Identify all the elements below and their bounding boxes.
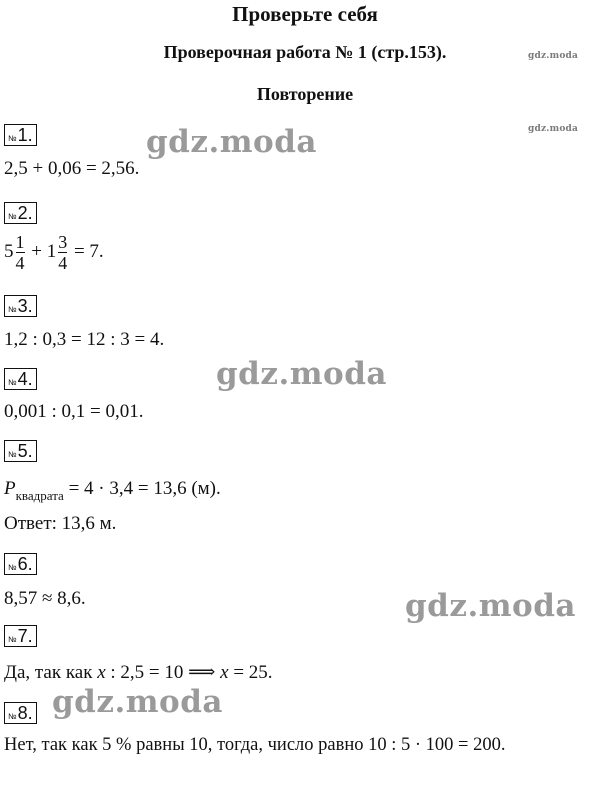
task-number: 6. — [17, 554, 33, 574]
section-heading: Повторение — [256, 84, 354, 104]
number-sign: № — [8, 305, 17, 314]
number-sign: № — [8, 134, 17, 143]
variable-x: x — [97, 662, 106, 683]
task-number: 8. — [17, 703, 33, 723]
task-number: 1. — [17, 125, 33, 145]
task-solution: 0,001 : 0,1 = 0,01. — [4, 401, 144, 422]
number-sign: № — [8, 563, 17, 572]
task-solution: 8,57 ≈ 8,6. — [4, 588, 86, 609]
perimeter-variable: P — [4, 478, 16, 499]
task-solution — [4, 232, 104, 273]
task-answer: Ответ: 13,6 м. — [4, 513, 117, 534]
subscript: квадрата — [15, 488, 64, 503]
operator: + — [31, 240, 42, 262]
task-number-badge — [4, 295, 37, 317]
mixed-whole: 5 — [4, 240, 14, 262]
number-sign: № — [8, 450, 17, 459]
number-sign: № — [8, 712, 17, 721]
result: = 7. — [73, 240, 104, 262]
task-number-badge — [4, 553, 37, 575]
result: = 25. — [233, 662, 273, 683]
task-solution: 1,2 : 0,3 = 12 : 3 = 4. — [4, 329, 165, 350]
number-sign: № — [8, 378, 17, 387]
watermark-big: gdz.moda — [216, 356, 387, 392]
task-solution — [4, 661, 273, 684]
page-title: Проверьте себя — [232, 2, 378, 26]
task-solution: Нет, так как 5 % равны 10, тогда, число равно 10 : 5 · 100 = 200. — [4, 735, 506, 755]
fraction-numerator: 3 — [58, 232, 68, 252]
task-number-badge — [4, 440, 37, 462]
watermark-big: gdz.moda — [405, 588, 576, 624]
formula: = 4 · 3,4 = 13,6 (м). — [68, 478, 221, 499]
task-number: 7. — [17, 626, 33, 646]
fraction — [58, 232, 67, 273]
watermark-small: gdz.moda — [528, 51, 579, 61]
equation: : 2,5 = 10 ⟹ — [110, 662, 216, 683]
watermark-big: gdz.moda — [52, 684, 223, 720]
task-number-badge — [4, 202, 37, 224]
number-sign: № — [8, 212, 17, 221]
reason-prefix: Да, так как — [4, 662, 93, 683]
task-number-badge — [4, 124, 37, 146]
number-sign: № — [8, 635, 17, 644]
task-number: 4. — [17, 369, 33, 389]
task-solution — [4, 478, 221, 504]
mixed-whole: 1 — [46, 240, 57, 262]
fraction-denominator: 4 — [58, 253, 68, 273]
fraction-numerator: 1 — [15, 232, 25, 252]
task-number: 5. — [17, 441, 33, 461]
fraction-denominator: 4 — [15, 253, 25, 273]
task-number: 3. — [17, 296, 33, 316]
task-number-badge — [4, 368, 37, 390]
task-solution: 2,5 + 0,06 = 2,56. — [4, 158, 140, 179]
watermark-small: gdz.moda — [528, 124, 579, 134]
watermark-big: gdz.moda — [146, 124, 317, 160]
variable-x: x — [220, 662, 229, 683]
task-number-badge — [4, 625, 37, 647]
task-number-badge — [4, 702, 37, 724]
task-number: 2. — [17, 203, 33, 223]
work-subtitle: Проверочная работа № 1 (стр.153). — [163, 42, 447, 62]
fraction — [16, 232, 25, 273]
